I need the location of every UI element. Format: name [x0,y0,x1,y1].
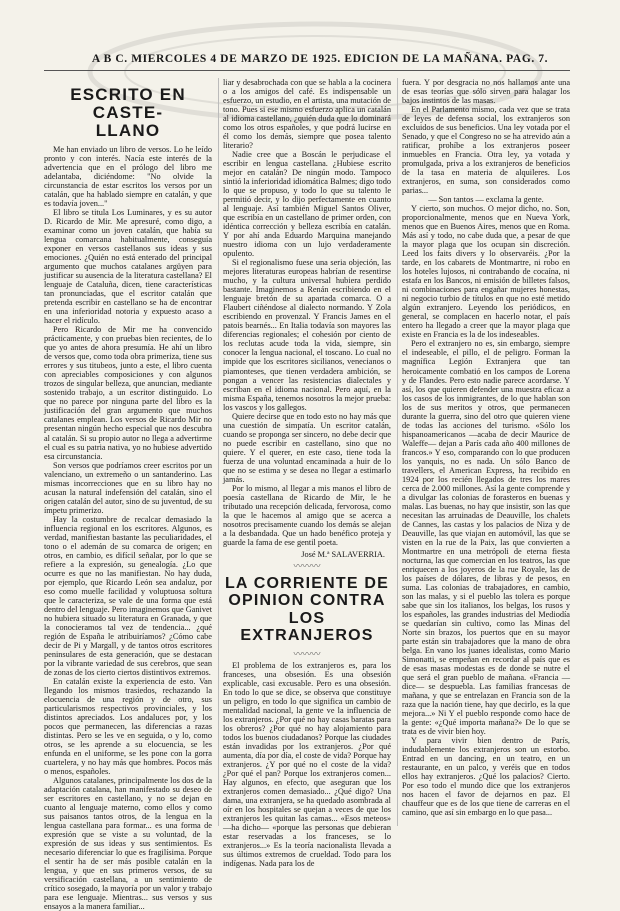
article-paragraph: Y cierto, son muchos. O mejor dicho, no. Son, proporcionalmente, menos que en Nueva York, menos que en Buenos Aires, menos que en Roma. Más así y todo, no cabe duda que, a pesar de que la mayor plaga que los ocupan sin discreción. Leed los faits divers y lo observaréis. ¿Por la tarde, en los cabarets de Montmartre, ni robo en los hoteles lujosos, ni contrabando de cocaína, ni estafa en los Bancos, ni emisión de billetes falsos, ni combinaciones para engañar mujeres honestas, ni negocio turbio de títulos en que no esté metido algún extranjero. Leyendo los periódicos, en general, se complacen en hacerlo notar, el país entero ha llegado a creer que la mayor plaga que existe en Francia es la de los indeseables. [402,204,570,340]
article-paragraph: El problema de los extranjeros es, para los franceses, una obsesión. Es una obsesión explicable, casi excusable. Pero es una obsesión. En todo lo que se dice, se observa que constituye un peligro, en todo lo que significa un cambio de mentalidad nacional, la gente ve la influencia de los extranjeros. ¿Por qué no hay casas baratas para los obreros? ¿Por qué no hay alojamiento para todos los buenos ciudadanos? Porque las ciudades están invadidas por los extranjeros. ¿Por qué aumenta, día por día, el coste de vida? Porque hay extranjeros. ¿Y por qué no el coste de la vida? ¿Por qué el pan? Porque los extranjeros comen... Hay algunos, en efecto, que aseguran que los extranjeros comen demasiado... ¿Qué digo? Una dama, una extranjera, se ha quedado asombrada al oír en los hospitales se quejan a veces de que los extranjeros les quitan las camas... «Esos meteos» —ha dicho— «porque las personas que debieran estar reservadas a los franceses, se lo extranjeros...» Es la teoría nacionalista llevada a sus últimos extremos de crueldad. Todo para los indígenas. Nada para los de [223,660,391,869]
article-paragraph: Si el regionalismo fuese una seria objeción, las mejores literaturas europeas habrían de resentirse mucho, y la cultura universal hubiera perdido bastante. Imaginemos a Renán escribiendo en el lenguaje bretón de su apartada comarca. O a Flaubert ciñéndose al dialecto normando. Y Zola escribiendo en provenzal. Y Francis James en el patois bearnés... En Italia todavía son mayores las diferencias regionales; el cohesión por ciento de los reclutas acude toda la vida, siempre, sin conocer la lengua nacional, el toscano. Lo cual no impide que los escritores sicilianos, venecianos o piamonteses, que tienen verdadera ambición, se pongan a vencer las resistencias dialectales y escriban en el idioma nacional. Pero aquí, en la misma España, tenemos nosotros la mejor prueba: los vascos y los gallegos. [223,258,391,412]
article-paragraph: Pero el extranjero no es, sin embargo, siempre el indeseable, el pillo, el de peligro. Forman la magnífica Legión Extranjera que tan heroicamente combatió en los campos de Lorena y de Flandes. Pero esto nadie parece acordarse. Y así, los que quieren defender una muestra eficaz a los casos de los inmigrantes, de lo que hablan son los de sus meritos y otros, que permanecen durante la guerra, sino del otro que quieren viene de todas las acciones del turismo. «Sólo los hispanoamericanos —acaba de decir Maurice de Waleffe— dejan a París cada año 400 millones de francos.» Y eso, comparando con lo que producen los yanquis, no es nada. Un sólo Banco de travellers, el American Express, ha recibido en 1924 por los recién llegados de tres los mares cerca de 2.000 millones. Así la gente comprende y a divulgar las colonias de forasteros en buenas y malas. Las buenas, no hay que insistir, son las que necesitan las arruinadas de Deauville, los chalets de Cannes, las castas y los palacios de Niza y de Deauville, las que viajan en automóvil, las que se visten en la rue de la Paix, las que convierten a Montmartre en una metrópoli de eterna fiesta nocturna, las que comercian en los teatros, las que enriquecen a los joyeros de la rue Royale, las de los países de dólares, de libras y de pesos, en suma. Las colonias de trabajadores, en cambio, son las malas, y si el pueblo las tolera es porque sabe que sin los italianos, los belgas, los rusos y los españoles, las grandes industrias del Mediodía se quedarían sin cultivo, como las Minas del Norte sin brazos, los puertos que en su mayor parte están sin trabajadores que la mano de obra belga. En vano los juanes idealistas, como Mario Simonatti, se empeñan en recordar al país que es de esas masas modestas es de donde se nutre el que será el gran pueblo de mañana. «Francia —dice— se despuebla. Las familias francesas de mañana, y que se entrelazan en Francia son de la raza que la nación tiene, hay que decirlo, es la que mejora...» Ni Y el pueblo responde como hace de la gente: «¿Qué importa mañana?» De lo que se trata es de vivir bien hoy. [402,339,570,737]
article-title: LA CORRIENTE DE OPINION CONTRA LOS EXTRANJEROS [224,574,390,645]
ornament-divider: 〰〰〰 [293,560,321,571]
author-signature: José M.ª SALAVERRIA. [301,549,385,559]
header-rule [44,70,570,71]
article-paragraph: Algunos catalanes, principalmente los dos de la adaptación catalana, han manifestado su deseo de ser escritores en castellano, y no se dejan en cuanto al lenguaje materno, como ellos y como sus paisanos tantos otros, de la lengua en la lengua castellana para formar... es una forma de expresión que se viste a su voluntad, de la expresión de sus ideas y sus sentimientos. Es necesario diferenciar lo que es fragilísima. Porque el sentir ha de ser más posible catalán en la lengua, y que en sus primeros versos, de su versificación castellana, a un sentimiento de crítico sosegado, la mayoría por un valor y trabajo para ese lenguaje. Mientras... sus versos y sus ensayos a la manera familiar... [44,776,212,911]
article-paragraph: Hay la costumbre de recalcar demasiado la influencia regional en los escritores. Algunos, es verdad, manifiestan bastante las peculiaridades, el tono o el ademán de su comarca de origen; en otros, en cambio, es difícil señalar, por lo que se refiere a la expresión, su genealogía. ¿Lo que ocurre es que no las manifiestan. No hay duda, por ejemplo, que Ricardo León sea andaluz, por eso como muelle facilidad y voluptuosa soltura que le caracteriza, se vale de una forma que está dentro del lenguaje. Pero imaginemos que Ganivet no hubiera situado su literatura en Granada, y que la conocieramos tal vez de tendencia... ¿qué región de España le atribuiríamos? ¿Cómo cabe decir de Pi y Margall, y de tantos otros escritores peninsulares de esta generación, que se destacan por la vibrante variedad de sus cerebros, que sean de zonas de los cierto ciertos distintivos extremos. [44,514,212,677]
article-paragraph: Nadie cree que a Boscán le perjudicase el escribir en lengua castellana. ¿Hubiese escrito mejor en catalán? De ningún modo. Tampoco sintió la inferioridad idiomática Balmes; digo todo lo que se propuso, y todo lo que su talento le permitió decir, y lo dijo perfectamente en cuanto al lenguaje. Así también Miguel Santos Oliver, que escribía en un castellano de primer orden, con idéntica corrección y belleza escribía en catalán. Y por ahí anda Eduardo Marquina manejando nuestro idioma con un lujo verdaderamente opulento. [223,150,391,259]
column-1 [44,78,212,911]
article-paragraph: Pero Ricardo de Mir me ha convencido prácticamente, y con pruebas bien recientes, de lo que yo antes de ahora presumía. He ahí un libro de versos que, como toda obra primeriza, tiene sus errores y sus titubeos, junto a este, el libro cuenta con apreciables composiciones y con algunos trozos de singular belleza, que anuncian, mediante sostenido trabajo, a un escritor distinguido. Lo que no parece por ninguna parte del libro es la justificación del gran argumento que muchos catalanes emplean. Los versos de Ricardo Mir no presentan ningún hecho especial que nos descubra al catalán. Si su propio autor no llega a advertirme el cual es su patria nativa, yo no hubiese advertido esa circunstancia. [44,325,212,461]
article-paragraph: En el Parlamento mismo, cada vez que se trata de leyes de defensa social, los extranjeros son excluidos de sus beneficios. Una ley votada por el Senado, y que el Congreso no se ha atrevido aún a ratificar, prohíbe a los extranjeros poseer inmuebles en Francia. Otra ley, ya votada y promulgada, priva a los extranjeros de beneficios de la tasa en materia de alquileres. Los extranjeros, en suma, son considerados como parias... [402,105,570,196]
article-paragraph: Son versos que podríamos creer escritos por un valenciano, un extremeño o un santanderino. Las mismas incorrecciones que en su libro hay no acusan la natural indefensión del catalán, sino el origen catalán del autor, sino de su juventud, de su ímpetu primerizo. [44,460,212,515]
ornament-divider: 〰〰〰 [293,648,321,659]
article-paragraph: liar y desabrochada con que se habla a la cocinera o a los amigos del café. Es indispensable un esfuerzo, un estudio, en el artista, una mutación de tono. Pues si ese mismo esfuerzo aplica un catalán al idioma castellano, ¿quién duda que lo dominará como los otros españoles, y que podrá lucirse en él como los demás, siempre que posea talento literario? [223,78,391,151]
column-divider [397,78,398,826]
article-paragraph: En catalán existe la experiencia de esto. Van llegando los mismos trasiedos, rechazando la elocuencia de una región y de otro, sus particularismos respectivos provinciales, y los distintos apreciados. Los andaluces por, y los pocos que permanecen, las diferencias a razas distintas. Pero se les ve en seguida, o y lo, como otros, se les aprende a su elocuencia, se les enfunda en el uniforme, se les pone con la gorra cuartelera, y no hay más que hombres. Pocos más o menos, españoles. [44,676,212,777]
column-3 [402,78,570,828]
article-paragraph: Me han enviado un libro de versos. Lo he leído pronto y con interés. Nacía este interés de la advertencia que en el prólogo del libro me adelantaba, diciéndome: "No olvide la circunstancia de estar escritos los versos por un catalán, que ha hablado siempre en catalán, y que es todavía joven..." [44,145,212,209]
article-paragraph: Por lo mismo, al llegar a mis manos el libro de poesía castellana de Ricardo de Mir, le he tributado una recepción delicada, fervorosa, como la que le hacemos al amigo que se acerca a nosotros precisamente cuando los demás se alejan a la desbandada. Que un hado benéfico proteja y guarde la fama de ese gentil poeta. [223,483,391,547]
article-paragraph: fuera. Y por desgracia no nos hallamos ante una de esas teorías que sólo sirven para halagar los bajos instintos de las masas. [402,78,570,106]
page-header: A B C. MIERCOLES 4 DE MARZO DE 1925. EDICION DE LA MAÑANA. PAG. 7. [91,53,549,65]
article-paragraph: El libro se titula Los Luminares, y es su autor D. Ricardo de Mir. Me apresuré, como digo, a examinar como un joven catalán, que había su lengua comarcana habitualmente, conseguía exponer en versos castellanos sus ideas y sus emociones. ¿Quién no está enterado del principal argumento que muchos catalanes argüyen para justificar su ausencia de la literatura castellana? El lenguaje de Cataluña, dicen, tiene características tan pronunciadas, que el escritor catalán que pretenda escribir en castellano se ha de encontrar en una inferioridad notoria y expuesto acaso a hacer el ridículo. [44,208,212,326]
column-2 [223,78,391,869]
article-paragraph: — Son tantos — exclama la gente. [428,195,544,205]
article-paragraph: Y para vivir bien dentro de París, indudablemente los extranjeros son un estorbo. Entrad en un dancing, en un teatro, en un restaurante, en un palco, y veréis que en todos ellos hay extranjeros. ¿Qué los palacios? Cierto. Por eso todo el mundo dice que los extranjeros nos hacen el favor de dejarnos en paz. El chauffeur que es de los que tiene de carreras en el camino, que así sin embargo en lo que pasa... [402,736,570,818]
article-paragraph: Quiere decirse que en todo esto no hay más que una cuestión de simpatía. Un escritor catalán, cuando se proponga ser sincero, no debe decir que no puede escribir en castellano, sino que no quiere. Y el querer, en este caso, tiene toda la fuerza de una voluntad encaminada a huir de lo que no se estima y se desea no llegar a estimarlo jamás. [223,411,391,484]
article-title: ESCRITO EN CASTE- LLANO [70,85,186,140]
column-divider [218,78,219,826]
